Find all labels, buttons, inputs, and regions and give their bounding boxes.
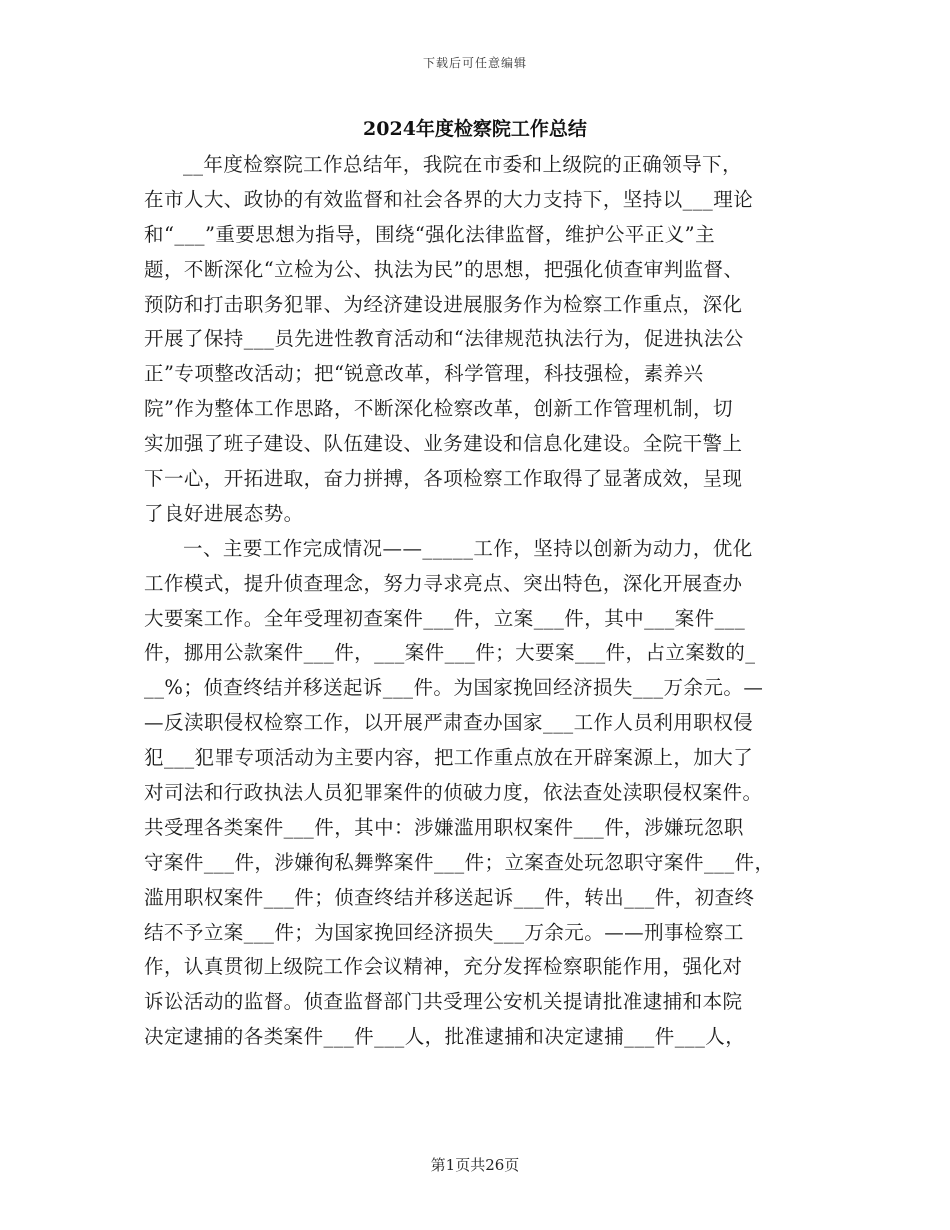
body-line: 对司法和行政执法人员犯罪案件的侦破力度，依法查处渎职侵权案件。 xyxy=(144,781,763,805)
body-line: 诉讼活动的监督。侦查监督部门共受理公安机关提请批准逮捕和本院 xyxy=(144,990,743,1014)
body-line: 作，认真贯彻上级院工作会议精神，充分发挥检察职能作用，强化对 xyxy=(144,955,743,979)
body-line: __%；侦查终结并移送起诉___件。为国家挽回经济损失___万余元。— xyxy=(144,676,764,700)
body-line: 了良好进展态势。 xyxy=(144,501,304,525)
body-line: 件，挪用公款案件___件，___案件___件；大要案___件，占立案数的_ xyxy=(144,641,756,665)
body-line: 实加强了班子建设、队伍建设、业务建设和信息化建设。全院干警上 xyxy=(144,432,743,456)
body-line: 大要案工作。全年受理初查案件___件，立案___件，其中___案件___ xyxy=(144,606,746,630)
page-header-note: 下载后可任意编辑 xyxy=(422,56,527,70)
body-line: __年度检察院工作总结年，我院在市委和上级院的正确领导下， xyxy=(183,153,743,176)
body-line: 一、主要工作完成情况——_____工作，坚持以创新为动力，优化 xyxy=(183,536,753,560)
body-line: 守案件___件，涉嫌徇私舞弊案件___件；立案查处玩忽职守案件___件， xyxy=(144,850,775,874)
body-line: 在市人大、政协的有效监督和社会各界的大力支持下，坚持以___理论 xyxy=(144,187,754,211)
body-line: 决定逮捕的各类案件___件___人，批准逮捕和决定逮捕___件___人， xyxy=(144,1025,746,1049)
body-line: 开展了保持___员先进性教育活动和“法律规范执法行为，促进执法公 xyxy=(144,327,744,351)
body-line: —反渎职侵权检察工作，以开展严肃查办国家___工作人员利用职权侵 xyxy=(144,711,754,735)
body-line: 和“___”重要思想为指导，围绕“强化法律监督，维护公平正义”主 xyxy=(144,222,716,246)
body-line: 犯___犯罪专项活动为主要内容，把工作重点放在开辟案源上，加大了 xyxy=(144,746,754,770)
body-line: 结不予立案___件；为国家挽回经济损失___万余元。——刑事检察工 xyxy=(144,920,744,944)
body-line: 院”作为整体工作思路，不断深化检察改革，创新工作管理机制，切 xyxy=(144,397,733,421)
body-line: 预防和打击职务犯罪、为经济建设进展服务作为检察工作重点，深化 xyxy=(144,292,743,316)
page-number: 第1页共26页 xyxy=(430,1156,520,1174)
body-line: 下一心，开拓进取，奋力拼搏，各项检察工作取得了显著成效，呈现 xyxy=(144,467,743,491)
body-line: 工作模式，提升侦查理念，努力寻求亮点、突出特色，深化开展查办 xyxy=(144,571,743,595)
body-line: 题，不断深化“立检为公、执法为民”的思想，把强化侦查审判监督、 xyxy=(144,257,744,281)
body-line: 滥用职权案件___件；侦查终结并移送起诉___件，转出___件，初查终 xyxy=(144,885,755,909)
body-line: 共受理各类案件___件，其中：涉嫌滥用职权案件___件，涉嫌玩忽职 xyxy=(144,815,744,839)
document-body xyxy=(144,148,816,1055)
document-title: 2024年度检察院工作总结 xyxy=(363,118,587,140)
body-line: 正”专项整改活动；把“锐意改革，科学管理，科技强检，素养兴 xyxy=(144,362,704,386)
